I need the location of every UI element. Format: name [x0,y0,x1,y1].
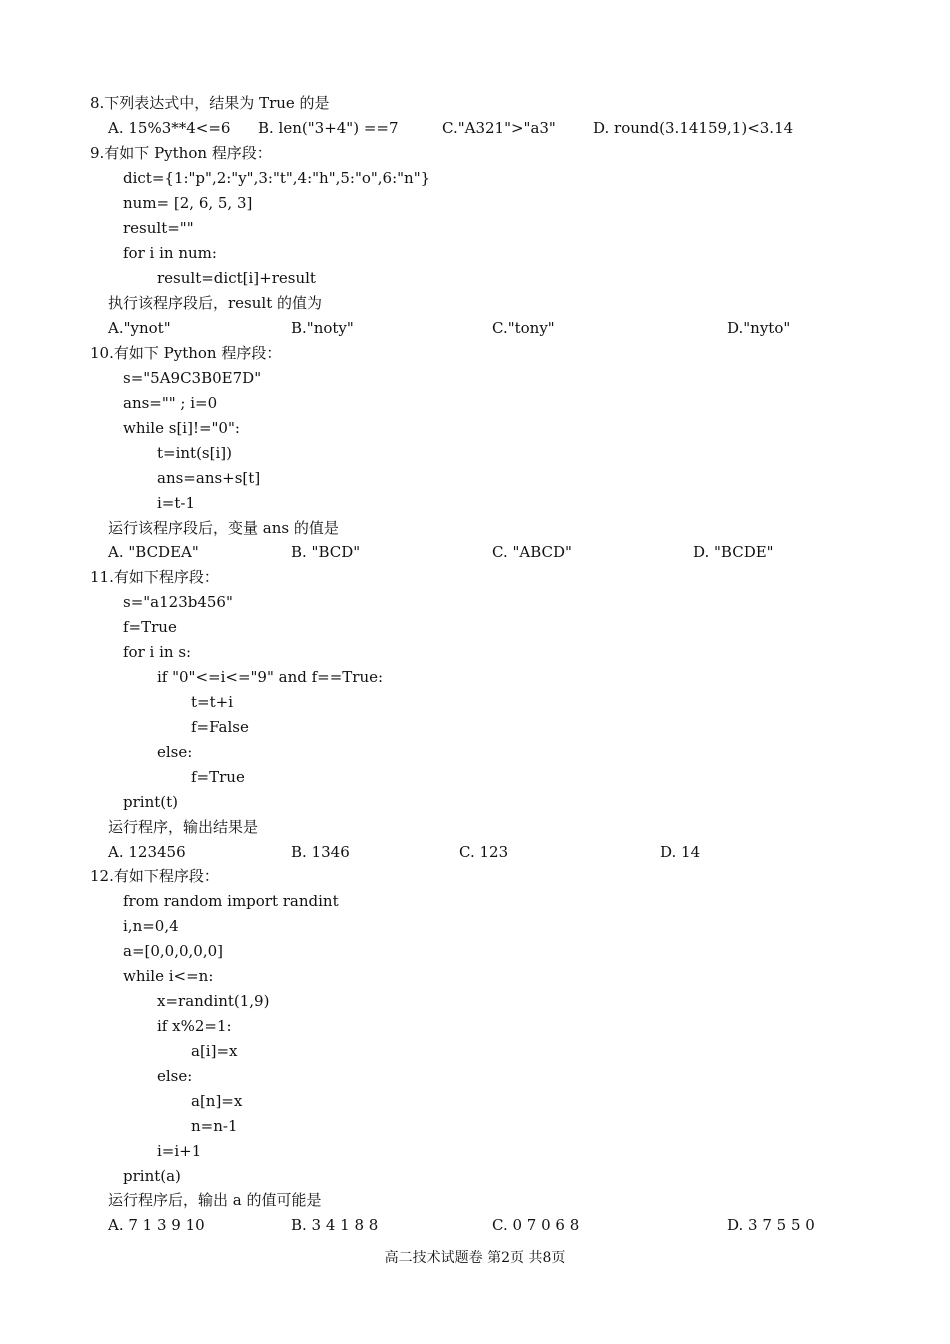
q12-code-line: if x%2=1: [157,1017,232,1035]
q9-code-line: result="" [123,219,194,237]
q9-code-line: for i in num: [123,244,217,262]
q11-option-c: C. 123 [459,843,509,861]
q11-code-line: f=True [123,618,177,636]
q8-option-a: A. 15%3**4<=6 [108,119,231,137]
q9-title: 9.有如下 Python 程序段： [90,144,272,162]
q9-option-d: D."nyto" [727,319,791,337]
q12-option-b: B. 3 4 1 8 8 [291,1216,379,1234]
q10-code-line: i=t-1 [157,494,196,512]
q11-code-line: for i in s: [123,643,192,661]
q12-code-line: x=randint(1,9) [157,992,270,1010]
q10-option-b: B. "BCD" [291,543,361,561]
q11-code-line: if "0"<=i<="9" and f==True: [157,668,384,686]
q10-code-line: s="5A9C3B0E7D" [123,369,262,387]
q12-code-line: a=[0,0,0,0,0] [123,942,224,960]
q12-code-line: from random import randint [123,892,339,910]
q10-option-c: C. "ABCD" [492,543,572,561]
q12-code-line: else: [157,1067,193,1085]
q10-code-line: while s[i]!="0": [123,419,240,437]
q11-code-line: s="a123b456" [123,593,233,611]
q12-option-c: C. 0 7 0 6 8 [492,1216,580,1234]
q10-stem: 运行该程序段后，变量 ans 的值是 [108,519,339,537]
q12-code-line: i,n=0,4 [123,917,179,935]
q9-option-a: A."ynot" [108,319,171,337]
q11-option-a: A. 123456 [108,843,186,861]
q11-stem: 运行程序，输出结果是 [108,818,259,836]
q10-option-d: D. "BCDE" [693,543,774,561]
q12-code-line: print(a) [123,1167,181,1185]
q9-option-c: C."tony" [492,319,555,337]
q11-title: 11.有如下程序段： [90,568,219,586]
q12-code-line: n=n-1 [191,1117,238,1135]
q12-option-a: A. 7 1 3 9 10 [108,1216,205,1234]
q11-code-line: f=True [191,768,245,786]
q11-option-d: D. 14 [660,843,701,861]
q11-code-line: else: [157,743,193,761]
q12-option-d: D. 3 7 5 5 0 [727,1216,815,1234]
q10-code-line: ans=ans+s[t] [157,469,261,487]
q9-stem: 执行该程序段后，result 的值为 [108,294,323,312]
q9-option-b: B."noty" [291,319,354,337]
q11-code-line: print(t) [123,793,178,811]
q12-code-line: a[i]=x [191,1042,238,1060]
q12-code-line: i=i+1 [157,1142,202,1160]
q12-code-line: while i<=n: [123,967,214,985]
q12-title: 12.有如下程序段： [90,867,219,885]
q8-title: 8.下列表达式中，结果为 True 的是 [90,94,330,112]
q10-code-line: ans="" ; i=0 [123,394,218,412]
q10-option-a: A. "BCDEA" [108,543,199,561]
q11-code-line: t=t+i [191,693,233,711]
q11-option-b: B. 1346 [291,843,350,861]
q9-code-line: dict={1:"p",2:"y",3:"t",4:"h",5:"o",6:"n"} [123,169,431,187]
q9-code-line: result=dict[i]+result [157,269,316,287]
q10-title: 10.有如下 Python 程序段： [90,344,282,362]
q12-code-line: a[n]=x [191,1092,243,1110]
q8-option-c: C."A321">"a3" [442,119,556,137]
q10-code-line: t=int(s[i]) [157,444,232,462]
q12-stem: 运行程序后，输出 a 的值可能是 [108,1191,322,1209]
q8-option-d: D. round(3.14159,1)<3.14 [593,119,794,137]
q8-option-b: B. len("3+4") ==7 [258,119,399,137]
page-footer: 高二技术试题卷 第2页 共8页 [384,1250,566,1266]
q9-code-line: num= [2, 6, 5, 3] [123,194,253,212]
q11-code-line: f=False [191,718,249,736]
